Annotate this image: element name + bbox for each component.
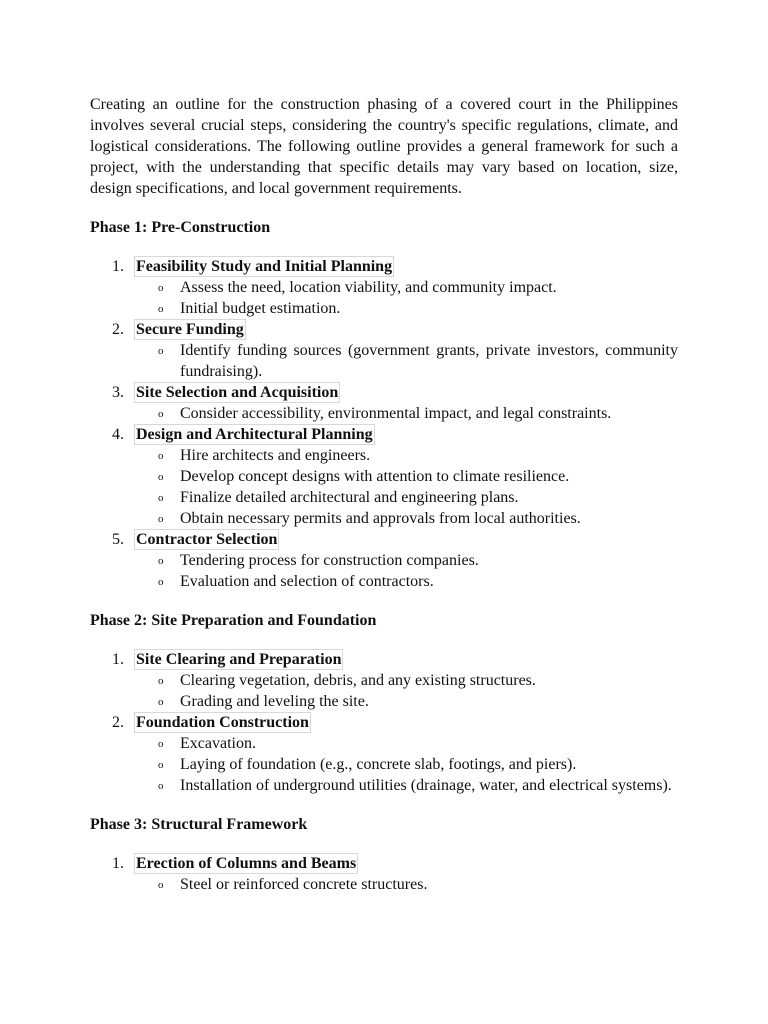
circle-bullet-icon: o	[158, 408, 164, 420]
circle-bullet-icon: o	[158, 450, 164, 462]
step-title: Site Selection and Acquisition	[136, 384, 339, 401]
bullet-item	[136, 298, 678, 319]
step-item	[90, 529, 678, 592]
phase-steps-list	[90, 649, 678, 796]
step-number: 1.	[112, 855, 124, 872]
step-number: 1.	[112, 651, 124, 668]
step-number: 4.	[112, 426, 124, 443]
bullet-text: Assess the need, location viability, and community impact.	[180, 279, 557, 296]
bullet-text: Finalize detailed architectural and engineering plans.	[180, 489, 519, 506]
bullet-text: Initial budget estimation.	[180, 300, 341, 317]
circle-bullet-icon: o	[158, 759, 164, 771]
step-number: 1.	[112, 258, 124, 275]
bullet-item	[136, 550, 678, 571]
bullet-item	[136, 445, 678, 466]
circle-bullet-icon: o	[158, 780, 164, 792]
phase-steps-list	[90, 256, 678, 592]
bullet-item	[136, 571, 678, 592]
step-item	[90, 382, 678, 424]
circle-bullet-icon: o	[158, 345, 164, 357]
circle-bullet-icon: o	[158, 696, 164, 708]
step-bullet-list	[136, 670, 678, 712]
bullet-text: Laying of foundation (e.g., concrete slab, footings, and piers).	[180, 756, 577, 773]
bullet-text: Clearing vegetation, debris, and any existing structures.	[180, 672, 536, 689]
step-title: Erection of Columns and Beams	[136, 855, 357, 872]
bullet-text: Evaluation and selection of contractors.	[180, 573, 434, 590]
step-item	[90, 256, 678, 319]
bullet-item	[136, 874, 678, 895]
step-bullet-list	[136, 445, 678, 529]
circle-bullet-icon: o	[158, 513, 164, 525]
step-title: Site Clearing and Preparation	[136, 651, 342, 668]
step-bullet-list	[136, 403, 678, 424]
step-number: 2.	[112, 321, 124, 338]
bullet-item	[136, 754, 678, 775]
phase-heading: Phase 3: Structural Framework	[90, 816, 308, 833]
bullet-text: Develop concept designs with attention to climate resilience.	[180, 468, 570, 485]
document-content	[90, 94, 678, 895]
bullet-item	[136, 487, 678, 508]
bullet-item	[136, 775, 678, 796]
step-bullet-list	[136, 340, 678, 382]
phase-heading: Phase 1: Pre-Construction	[90, 219, 271, 236]
bullet-item	[136, 691, 678, 712]
circle-bullet-icon: o	[158, 471, 164, 483]
circle-bullet-icon: o	[158, 303, 164, 315]
step-title: Feasibility Study and Initial Planning	[136, 258, 393, 275]
intro-paragraph: Creating an outline for the construction phasing of a covered court in the Philippines involves several crucial steps, considering the country's specific regulations, climate, and logistical considerations. The following outline provides a general framework for such a project, with the understanding that specific details may vary based on location, size, design specifications, and local government requirements.	[90, 96, 678, 197]
bullet-item	[136, 508, 678, 529]
step-bullet-list	[136, 874, 678, 895]
step-title: Secure Funding	[136, 321, 244, 338]
bullet-text: Tendering process for construction companies.	[180, 552, 479, 569]
circle-bullet-icon: o	[158, 282, 164, 294]
step-item	[90, 424, 678, 529]
step-number: 2.	[112, 714, 124, 731]
step-item	[90, 319, 678, 382]
bullet-item	[136, 733, 678, 754]
step-number: 5.	[112, 531, 124, 548]
circle-bullet-icon: o	[158, 879, 164, 891]
bullet-text: Hire architects and engineers.	[180, 447, 371, 464]
step-title: Contractor Selection	[136, 531, 278, 548]
bullet-text: Identify funding sources (government grants, private investors, community fundraising).	[180, 342, 678, 380]
bullet-item	[136, 277, 678, 298]
bullet-text: Steel or reinforced concrete structures.	[180, 876, 428, 893]
circle-bullet-icon: o	[158, 675, 164, 687]
bullet-text: Obtain necessary permits and approvals from local authorities.	[180, 510, 581, 527]
step-item	[90, 649, 678, 712]
bullet-item	[136, 403, 678, 424]
step-item	[90, 712, 678, 796]
bullet-text: Consider accessibility, environmental impact, and legal constraints.	[180, 405, 612, 422]
step-bullet-list	[136, 733, 678, 796]
bullet-item	[136, 340, 678, 382]
step-number: 3.	[112, 384, 124, 401]
step-bullet-list	[136, 550, 678, 592]
bullet-item	[136, 670, 678, 691]
phase-steps-list	[90, 853, 678, 895]
phases-container	[90, 217, 678, 895]
step-item	[90, 853, 678, 895]
circle-bullet-icon: o	[158, 555, 164, 567]
step-title: Foundation Construction	[136, 714, 309, 731]
bullet-text: Excavation.	[180, 735, 256, 752]
bullet-item	[136, 466, 678, 487]
circle-bullet-icon: o	[158, 738, 164, 750]
bullet-text: Installation of underground utilities (drainage, water, and electrical systems).	[180, 777, 672, 794]
step-bullet-list	[136, 277, 678, 319]
phase-heading: Phase 2: Site Preparation and Foundation	[90, 612, 377, 629]
step-title: Design and Architectural Planning	[136, 426, 373, 443]
circle-bullet-icon: o	[158, 576, 164, 588]
bullet-text: Grading and leveling the site.	[180, 693, 369, 710]
circle-bullet-icon: o	[158, 492, 164, 504]
